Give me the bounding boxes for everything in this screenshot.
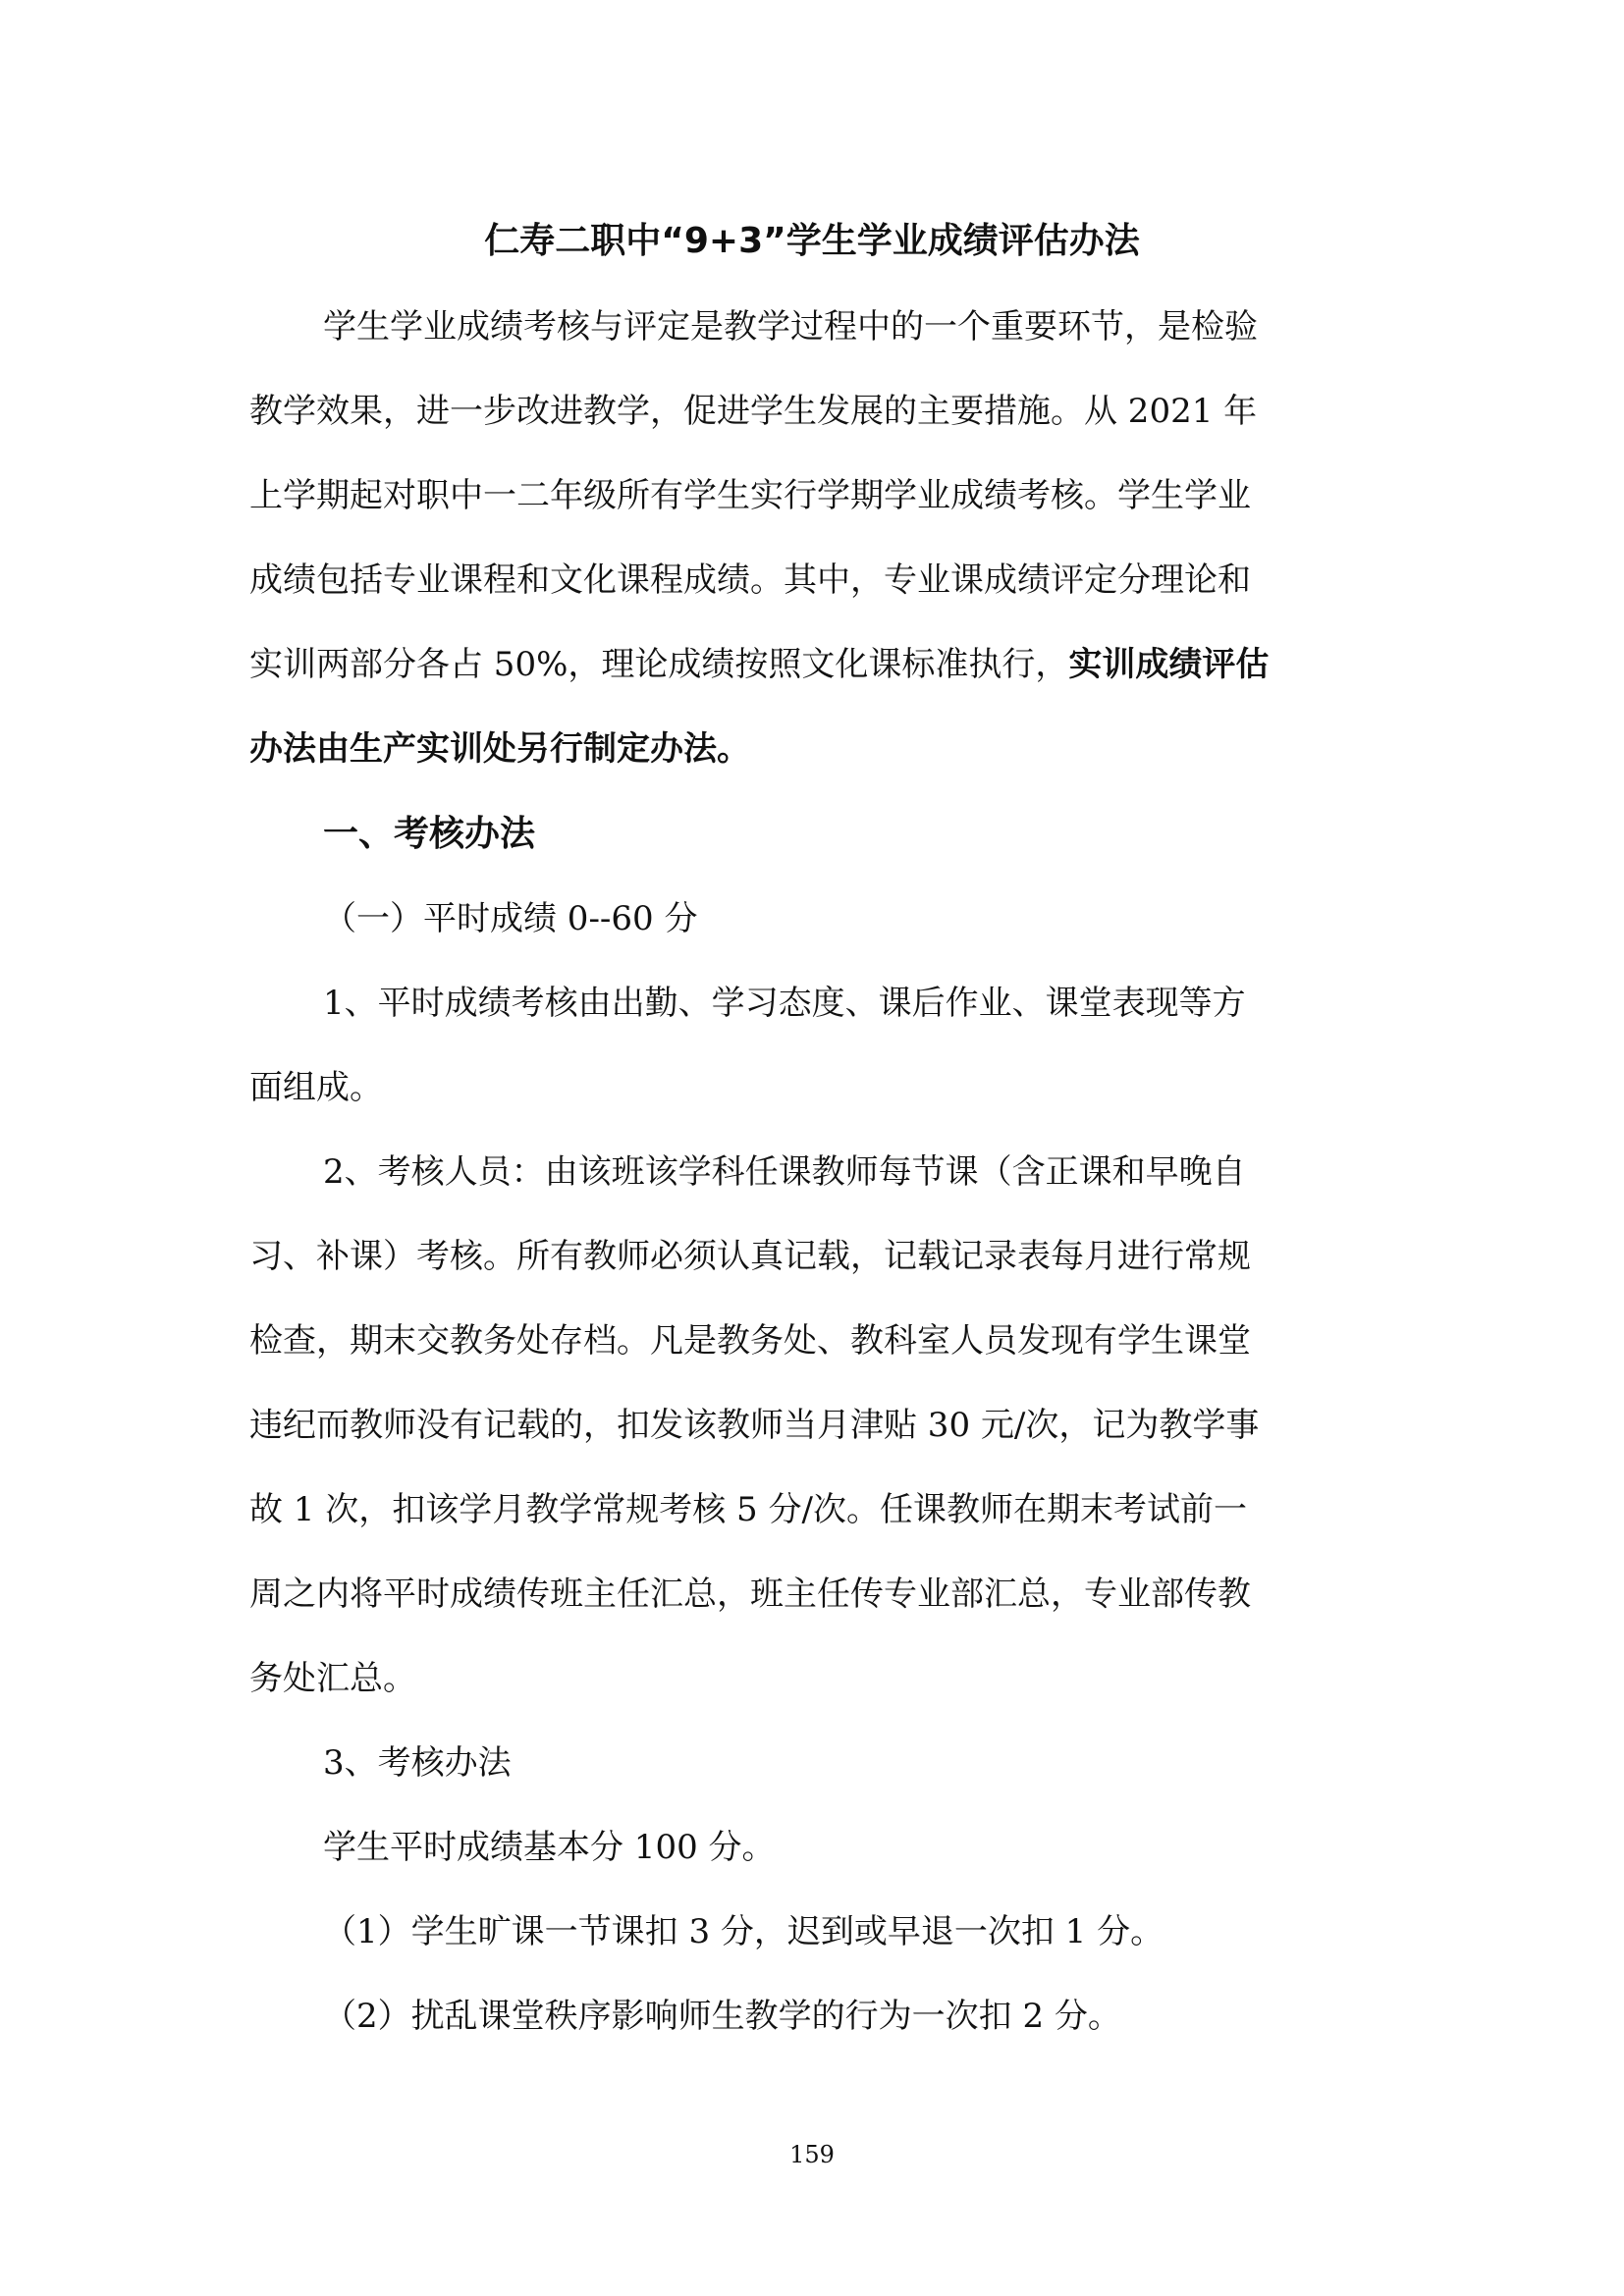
intro-line-5-bold: 实训成绩评估 [1068,645,1270,684]
item-2-line-4: 违纪而教师没有记载的，扣发该教师当月津贴 30 元/次，记为教学事 [249,1406,1260,1445]
document-title: 仁寿二职中“9+3”学生学业成绩评估办法 [484,221,1140,261]
intro-line-5-normal: 实训两部分各占 50%，理论成绩按照文化课标准执行， [249,645,1069,684]
intro-line-1: 学生学业成绩考核与评定是教学过程中的一个重要环节，是检验 [323,307,1258,347]
rule-2: （2）扰乱课堂秩序影响师生教学的行为一次扣 2 分。 [323,1997,1121,2036]
item-2-line-1: 2、考核人员：由该班该学科任课教师每节课（含正课和早晚自 [323,1152,1246,1192]
item-2-line-7: 务处汇总。 [249,1659,416,1698]
item-2-line-6: 周之内将平时成绩传班主任汇总，班主任传专业部汇总，专业部传教 [249,1575,1251,1614]
base-score-text: 学生平时成绩基本分 100 分。 [323,1828,776,1867]
subsection-heading-1: （一）平时成绩 0--60 分 [323,899,698,938]
intro-line-4: 成绩包括专业课程和文化课程成绩。其中，专业课成绩评定分理论和 [249,561,1251,600]
item-2-line-2: 习、补课）考核。所有教师必须认真记载，记载记录表每月进行常规 [249,1237,1251,1276]
rule-1: （1）学生旷课一节课扣 3 分，迟到或早退一次扣 1 分。 [323,1912,1164,1951]
page-number: 159 [789,2141,835,2168]
item-2-line-3: 检查，期末交教务处存档。凡是教务处、教科室人员发现有学生课堂 [249,1321,1251,1361]
intro-line-5 [249,635,1269,694]
section-heading-1: 一、考核办法 [323,814,536,854]
intro-line-3: 上学期起对职中一二年级所有学生实行学期学业成绩考核。学生学业 [249,476,1251,515]
intro-line-2: 教学效果，进一步改进教学，促进学生发展的主要措施。从 2021 年 [249,392,1258,431]
item-3-heading: 3、考核办法 [323,1743,512,1783]
item-1-line-2: 面组成。 [249,1068,383,1107]
item-1-line-1: 1、平时成绩考核由出勤、学习态度、课后作业、课堂表现等方 [323,984,1246,1023]
intro-line-6-bold: 办法由生产实训处另行制定办法。 [249,729,750,769]
item-2-line-5: 故 1 次，扣该学月教学常规考核 5 分/次。任课教师在期末考试前一 [249,1490,1247,1529]
